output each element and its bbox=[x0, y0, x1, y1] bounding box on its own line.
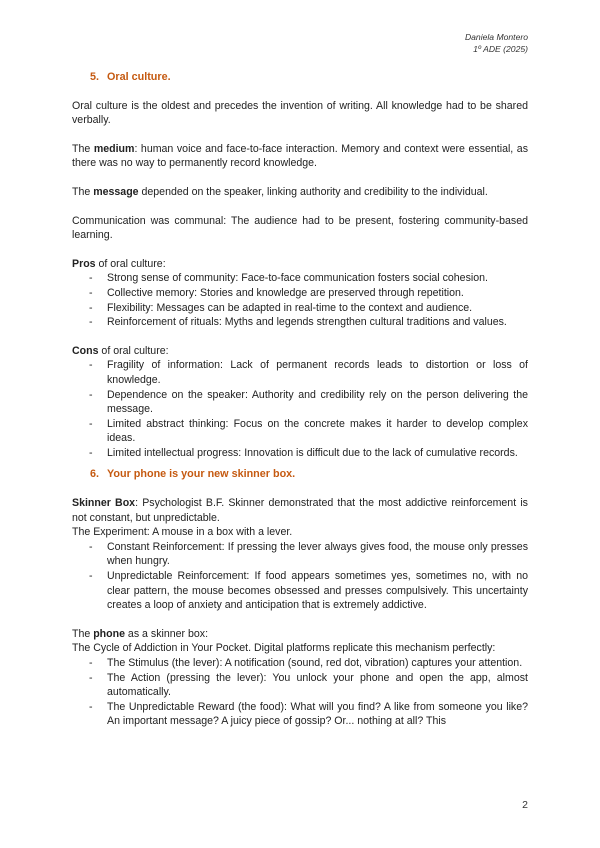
experiment-list bbox=[72, 540, 528, 613]
message-paragraph: The message depended on the speaker, linking authority and credibility to the individual. bbox=[72, 185, 488, 198]
cons-list bbox=[72, 358, 528, 460]
list-item: - Strong sense of community: Face-to-face communication fosters social cohesion. bbox=[89, 272, 488, 285]
section-5-heading bbox=[90, 70, 528, 85]
page-content bbox=[72, 70, 528, 729]
page-number: 2 bbox=[522, 799, 528, 811]
list-item: - Reinforcement of rituals: Myths and legends strengthen cultural traditions and values. bbox=[89, 316, 507, 329]
communication-paragraph: Communication was communal: The audience had to be present, fostering community-based learning. bbox=[72, 214, 528, 242]
list-item: - The Action (pressing the lever): You unlock your phone and open the app, almost automatically. bbox=[89, 671, 528, 699]
list-item: - The Unpredictable Reward (the food): What will you find? A like from someone you like? An important message? A juicy piece of gossip? Or... nothing at all? This bbox=[89, 700, 528, 728]
pros-heading: Pros of oral culture: bbox=[72, 257, 166, 270]
experiment-line: The Experiment: A mouse in a box with a lever. bbox=[72, 526, 293, 539]
medium-term: medium bbox=[93, 142, 135, 155]
list-item: - Constant Reinforcement: If pressing the lever always gives food, the mouse only presses when hungry. bbox=[89, 540, 528, 568]
oral-culture-intro: Oral culture is the oldest and precedes the invention of writing. All knowledge had to be shared verbally. bbox=[72, 99, 528, 127]
section-6-number: 6. bbox=[90, 468, 100, 481]
list-item: - Collective memory: Stories and knowledge are preserved through repetition. bbox=[89, 286, 464, 299]
list-item: - Fragility of information: Lack of permanent records leads to distortion or loss of knowledge. bbox=[89, 359, 528, 386]
page-header bbox=[465, 32, 528, 55]
phone-term: phone bbox=[93, 627, 125, 640]
section-5-title: Oral culture. bbox=[107, 71, 171, 83]
skinner-box-term: Skinner Box bbox=[72, 497, 136, 510]
section-6-heading bbox=[90, 467, 528, 482]
pros-list bbox=[72, 271, 528, 329]
medium-paragraph: The medium: human voice and face-to-face interaction. Memory and context were essential, as there was no way to permanently record knowledge. bbox=[72, 142, 528, 170]
skinner-box-paragraph: Skinner Box: Psychologist B.F. Skinner demonstrated that the most addictive reinforcement is not constant, but unpredictable. bbox=[72, 497, 528, 524]
list-item: - Unpredictable Reinforcement: If food appears sometimes yes, sometimes no, with no clear pattern, the mouse becomes obsessed and presses compulsively. This uncertainty creates a loop of anxiety and anticipation that is extremely addictive. bbox=[89, 570, 528, 612]
message-term: message bbox=[93, 185, 139, 198]
cons-heading: Cons of oral culture: bbox=[72, 344, 169, 357]
author-name: Daniela Montero bbox=[464, 32, 528, 42]
list-item: - Dependence on the speaker: Authority and credibility rely on the person delivering the message. bbox=[89, 388, 528, 416]
cycle-list bbox=[72, 656, 528, 729]
phone-heading: The phone as a skinner box: bbox=[72, 627, 209, 640]
list-item: - Limited intellectual progress: Innovation is difficult due to the lack of cumulative records. bbox=[89, 446, 518, 459]
section-6-title: Your phone is your new skinner box. bbox=[107, 468, 296, 481]
section-5-number: 5. bbox=[90, 71, 100, 83]
cycle-line: The Cycle of Addiction in Your Pocket. Digital platforms replicate this mechanism perfectly: bbox=[72, 642, 496, 655]
list-item: - Flexibility: Messages can be adapted in real-time to the context and audience. bbox=[89, 301, 473, 314]
list-item: - The Stimulus (the lever): A notification (sound, red dot, vibration) captures your attention. bbox=[89, 657, 523, 669]
list-item: - Limited abstract thinking: Focus on the concrete makes it harder to develop complex ideas. bbox=[89, 417, 528, 445]
course-label: 1º ADE (2025) bbox=[473, 43, 528, 54]
